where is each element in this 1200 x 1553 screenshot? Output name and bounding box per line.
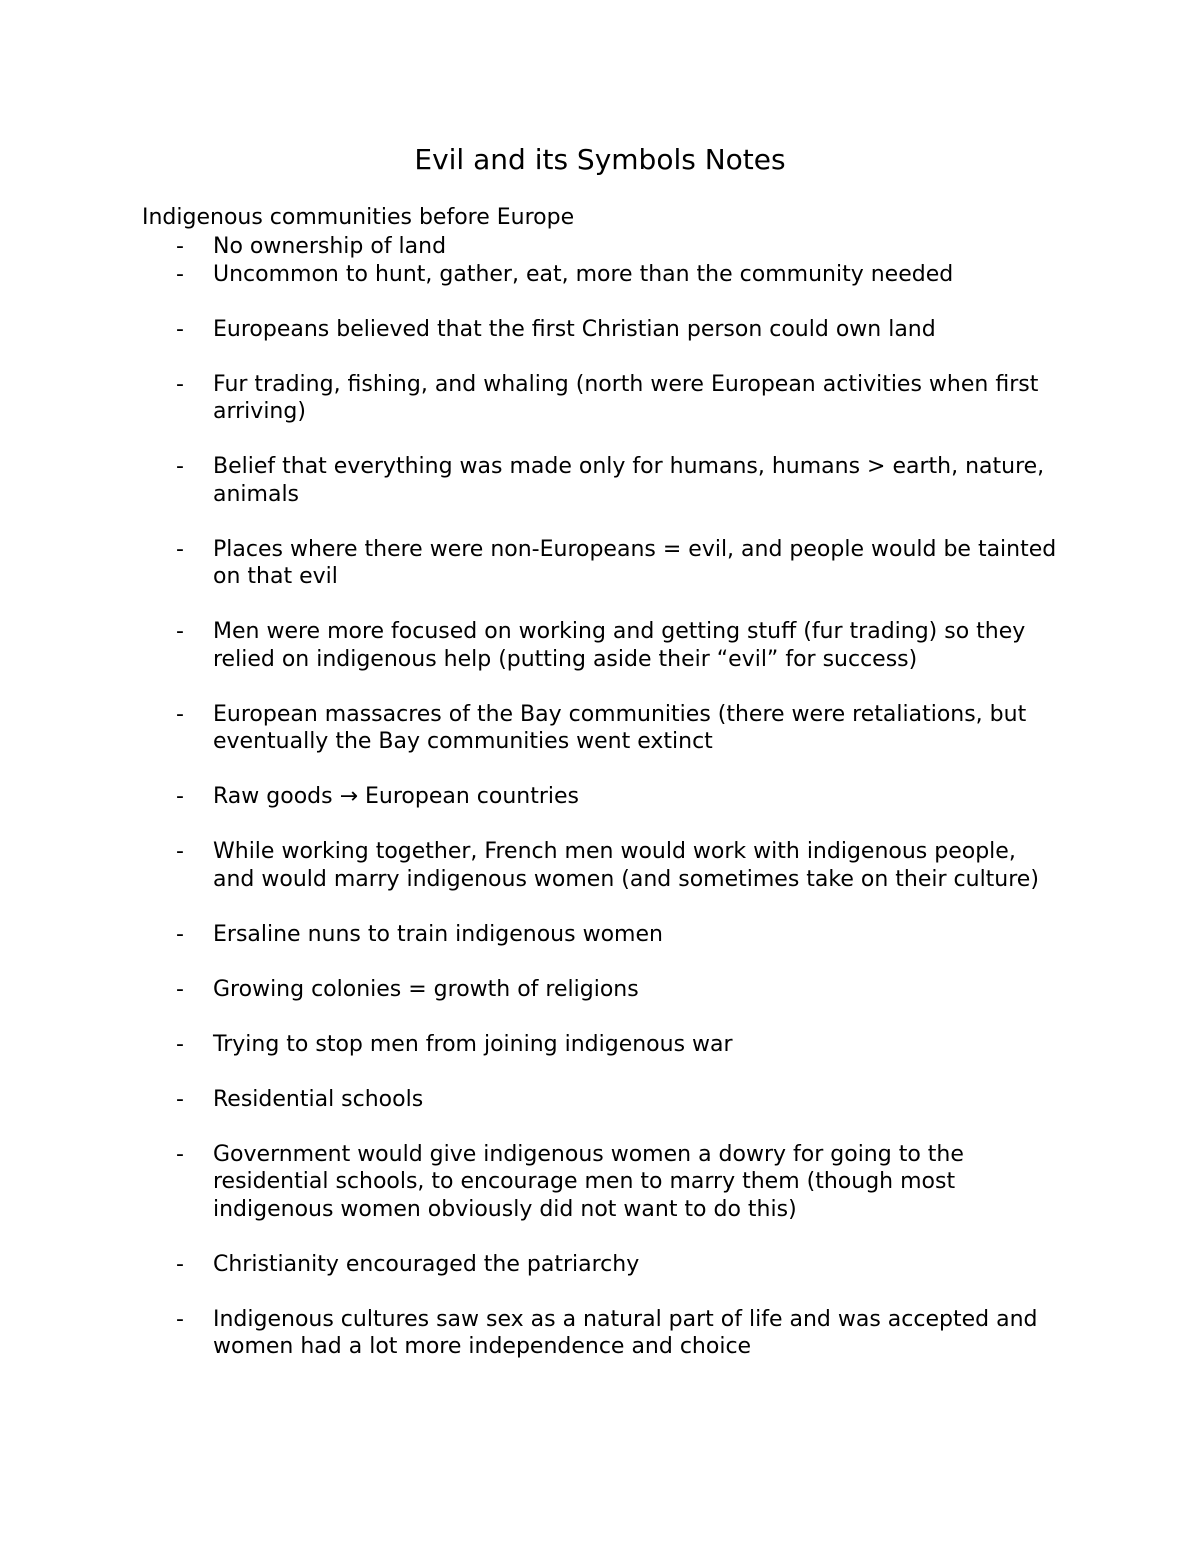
- list-item: [142, 921, 1062, 949]
- bullet-marker: -: [176, 1141, 184, 1167]
- bullet-marker: -: [176, 619, 184, 644]
- bullet-marker: -: [176, 234, 184, 259]
- list-item-text: Belief that everything was made only for humans, humans > earth, nature, animals: [213, 454, 1045, 507]
- list-item-text: While working together, French men would work with indigenous people, and would marry indigenous women (and sometimes take on their culture): [213, 839, 1039, 892]
- note-list: [142, 233, 1062, 1361]
- bullet-marker: -: [176, 1306, 184, 1332]
- list-item-text: Christianity encouraged the patriarchy: [213, 1251, 640, 1277]
- list-item: [142, 371, 1062, 426]
- bullet-marker: -: [176, 784, 184, 809]
- list-item-text: Europeans believed that the first Christian person could own land: [213, 316, 936, 342]
- list-item: [142, 1141, 1062, 1224]
- list-item: [142, 838, 1062, 893]
- list-item: [142, 1086, 1062, 1114]
- list-item: [142, 261, 1062, 289]
- list-item: [142, 536, 1062, 591]
- list-item-text: Raw goods → European countries: [213, 784, 580, 809]
- page-title: Evil and its Symbols Notes: [414, 143, 786, 176]
- list-item: [142, 1031, 1062, 1059]
- bullet-marker: -: [176, 454, 184, 479]
- list-item-text: Fur trading, fishing, and whaling (north were European activities when first arriving): [213, 371, 1039, 424]
- list-item-text: European massacres of the Bay communities (there were retaliations, but eventually the Bay communities went extinct: [213, 701, 1027, 754]
- list-item: [142, 976, 1062, 1004]
- list-item: [142, 316, 1062, 344]
- list-item-text: Residential schools: [213, 1086, 424, 1112]
- bullet-marker: -: [176, 316, 184, 342]
- list-item-text: Growing colonies = growth of religions: [213, 976, 639, 1002]
- bullet-marker: -: [176, 1031, 184, 1057]
- bullet-marker: -: [176, 261, 184, 287]
- list-item-text: Places where there were non-Europeans = evil, and people would be tainted on that evil: [213, 536, 1057, 589]
- bullet-marker: -: [176, 1086, 184, 1112]
- list-item-text: Trying to stop men from joining indigenous war: [213, 1031, 733, 1057]
- list-item: [142, 453, 1062, 508]
- list-item-text: Government would give indigenous women a dowry for going to the residential schools, to encourage men to marry them (though most indigenous women obviously did not want to do this): [213, 1141, 964, 1222]
- list-item-text: Uncommon to hunt, gather, eat, more than the community needed: [213, 261, 954, 287]
- list-item: [142, 233, 1062, 261]
- list-item: [142, 618, 1062, 673]
- list-item-text: Indigenous cultures saw sex as a natural part of life and was accepted and women had a lot more independence and choice: [213, 1306, 1038, 1359]
- list-item-text: No ownership of land: [213, 234, 447, 259]
- list-item: [142, 1251, 1062, 1279]
- bullet-marker: -: [176, 371, 184, 397]
- bullet-marker: -: [176, 1251, 184, 1277]
- section-heading: Indigenous communities before Europe: [142, 205, 575, 230]
- list-item: [142, 783, 1062, 811]
- bullet-marker: -: [176, 839, 184, 864]
- bullet-marker: -: [176, 536, 184, 562]
- list-item: [142, 1306, 1062, 1361]
- list-item-text: Ersaline nuns to train indigenous women: [213, 921, 663, 947]
- bullet-marker: -: [176, 921, 184, 947]
- list-item-text: Men were more focused on working and getting stuff (fur trading) so they relied on indigenous help (putting aside their “evil” for success): [213, 619, 1026, 672]
- bullet-marker: -: [176, 976, 184, 1002]
- bullet-marker: -: [176, 701, 184, 727]
- list-item: [142, 701, 1062, 756]
